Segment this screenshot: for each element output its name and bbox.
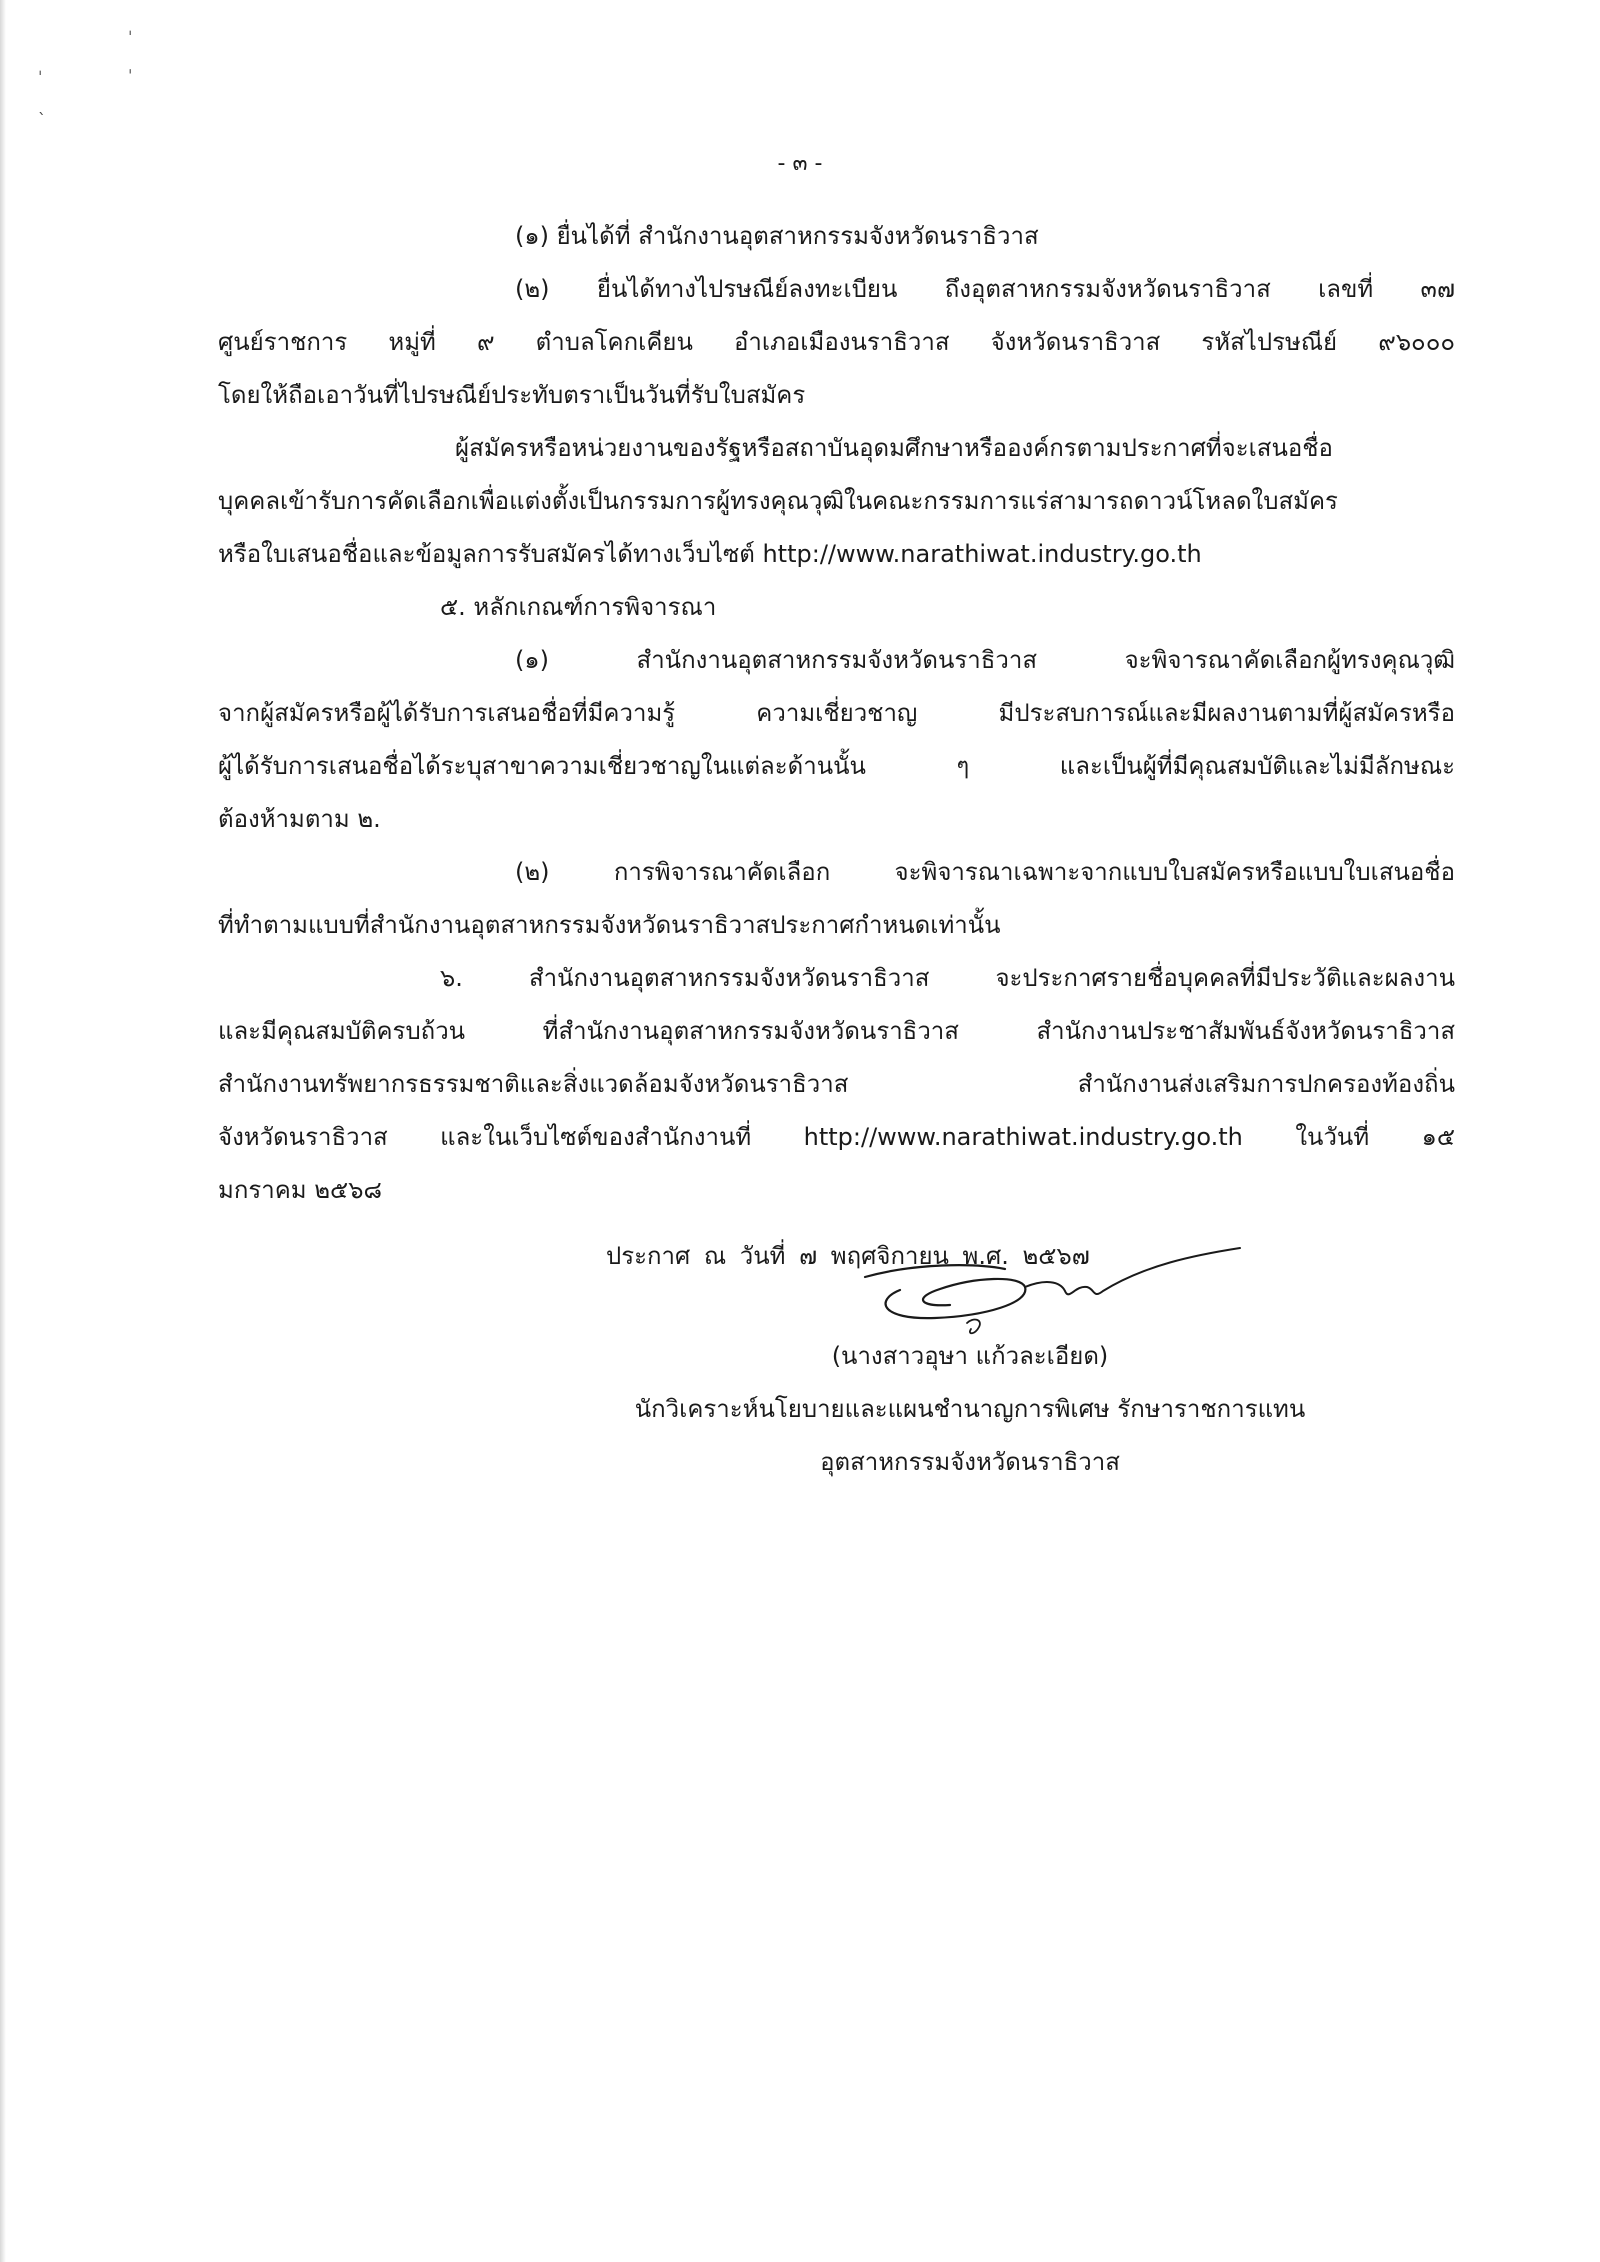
body-line: ศูนย์ราชการ หมู่ที่ ๙ ตำบลโคกเคียน อำเภอเมืองนราธิวาส จังหวัดนราธิวาส รหัสไปรษณีย์ ๙๖๐๐๐ [218,328,1455,356]
body-line: จังหวัดนราธิวาส และในเว็บไซต์ของสำนักงานที่ http://www.narathiwat.industry.go.th ในวันที่ ๑๕ [218,1123,1455,1151]
scan-speck: ˋ [38,110,46,129]
scan-speck: ˈ [38,68,43,87]
signer-name: (นางสาวอุษา แก้วละเอียด) [831,1342,1109,1370]
section-heading: ๕. หลักเกณฑ์การพิจารณา [440,593,717,621]
body-line: ที่ทำตามแบบที่สำนักงานอุตสาหกรรมจังหวัดนราธิวาสประกาศกำหนดเท่านั้น [218,911,1001,939]
body-line: หรือใบเสนอชื่อและข้อมูลการรับสมัครได้ทางเว็บไซต์ http://www.narathiwat.industry.go.th [218,540,1202,568]
body-line: และมีคุณสมบัติครบถ้วน ที่สำนักงานอุตสาหกรรมจังหวัดนราธิวาส สำนักงานประชาสัมพันธ์จังหวัดนราธิวาส [218,1017,1455,1045]
body-line: (๒) การพิจารณาคัดเลือก จะพิจารณาเฉพาะจากแบบใบสมัครหรือแบบใบเสนอชื่อ [515,858,1455,886]
body-line: จากผู้สมัครหรือผู้ได้รับการเสนอชื่อที่มีความรู้ ความเชี่ยวชาญ มีประสบการณ์และมีผลงานตามที่ผู้สมัครหรือ [218,699,1455,727]
body-line: มกราคม ๒๕๖๘ [218,1176,382,1204]
body-line: (๒) ยื่นได้ทางไปรษณีย์ลงทะเบียน ถึงอุตสาหกรรมจังหวัดนราธิวาส เลขที่ ๓๗ [515,275,1455,303]
body-line: (๑) ยื่นได้ที่ สำนักงานอุตสาหกรรมจังหวัดนราธิวาส [515,222,1039,250]
body-line: บุคคลเข้ารับการคัดเลือกเพื่อแต่งตั้งเป็นกรรมการผู้ทรงคุณวุฒิในคณะกรรมการแร่สามารถดาวน์โหลดใบสมัคร [218,487,1338,515]
body-line: ต้องห้ามตาม ๒. [218,805,381,833]
body-line: (๑) สำนักงานอุตสาหกรรมจังหวัดนราธิวาส จะพิจารณาคัดเลือกผู้ทรงคุณวุฒิ [515,646,1455,674]
scan-speck: ˈ [128,28,133,47]
scan-speck: ˌ [128,56,133,75]
section-heading: ๖. สำนักงานอุตสาหกรรมจังหวัดนราธิวาส จะประกาศรายชื่อบุคคลที่มีประวัติและผลงาน [440,964,1455,992]
body-line: สำนักงานทรัพยากรธรรมชาติและสิ่งแวดล้อมจังหวัดนราธิวาส สำนักงานส่งเสริมการปกครองท้องถิ่น [218,1070,1455,1098]
body-line: ผู้ได้รับการเสนอชื่อได้ระบุสาขาความเชี่ยวชาญในแต่ละด้านนั้น ๆ และเป็นผู้ที่มีคุณสมบัติและไม่มีลักษณะ [218,752,1455,780]
signer-office: อุตสาหกรรมจังหวัดนราธิวาส [820,1448,1120,1476]
handwritten-signature [855,1245,1245,1340]
body-line: ผู้สมัครหรือหน่วยงานของรัฐหรือสถาบันอุดมศึกษาหรือองค์กรตามประกาศที่จะเสนอชื่อ [455,434,1333,462]
scan-edge-shadow [0,0,6,2262]
page-number: - ๓ - [777,151,823,176]
signer-position: นักวิเคราะห์นโยบายและแผนชำนาญการพิเศษ รักษาราชการแทน [634,1395,1306,1423]
announcement-date: ประกาศ ณ วันที่ ๗ พฤศจิกายน พ.ศ. ๒๕๖๗ [606,1242,1090,1270]
body-line: โดยให้ถือเอาวันที่ไปรษณีย์ประทับตราเป็นวันที่รับใบสมัคร [218,381,806,409]
